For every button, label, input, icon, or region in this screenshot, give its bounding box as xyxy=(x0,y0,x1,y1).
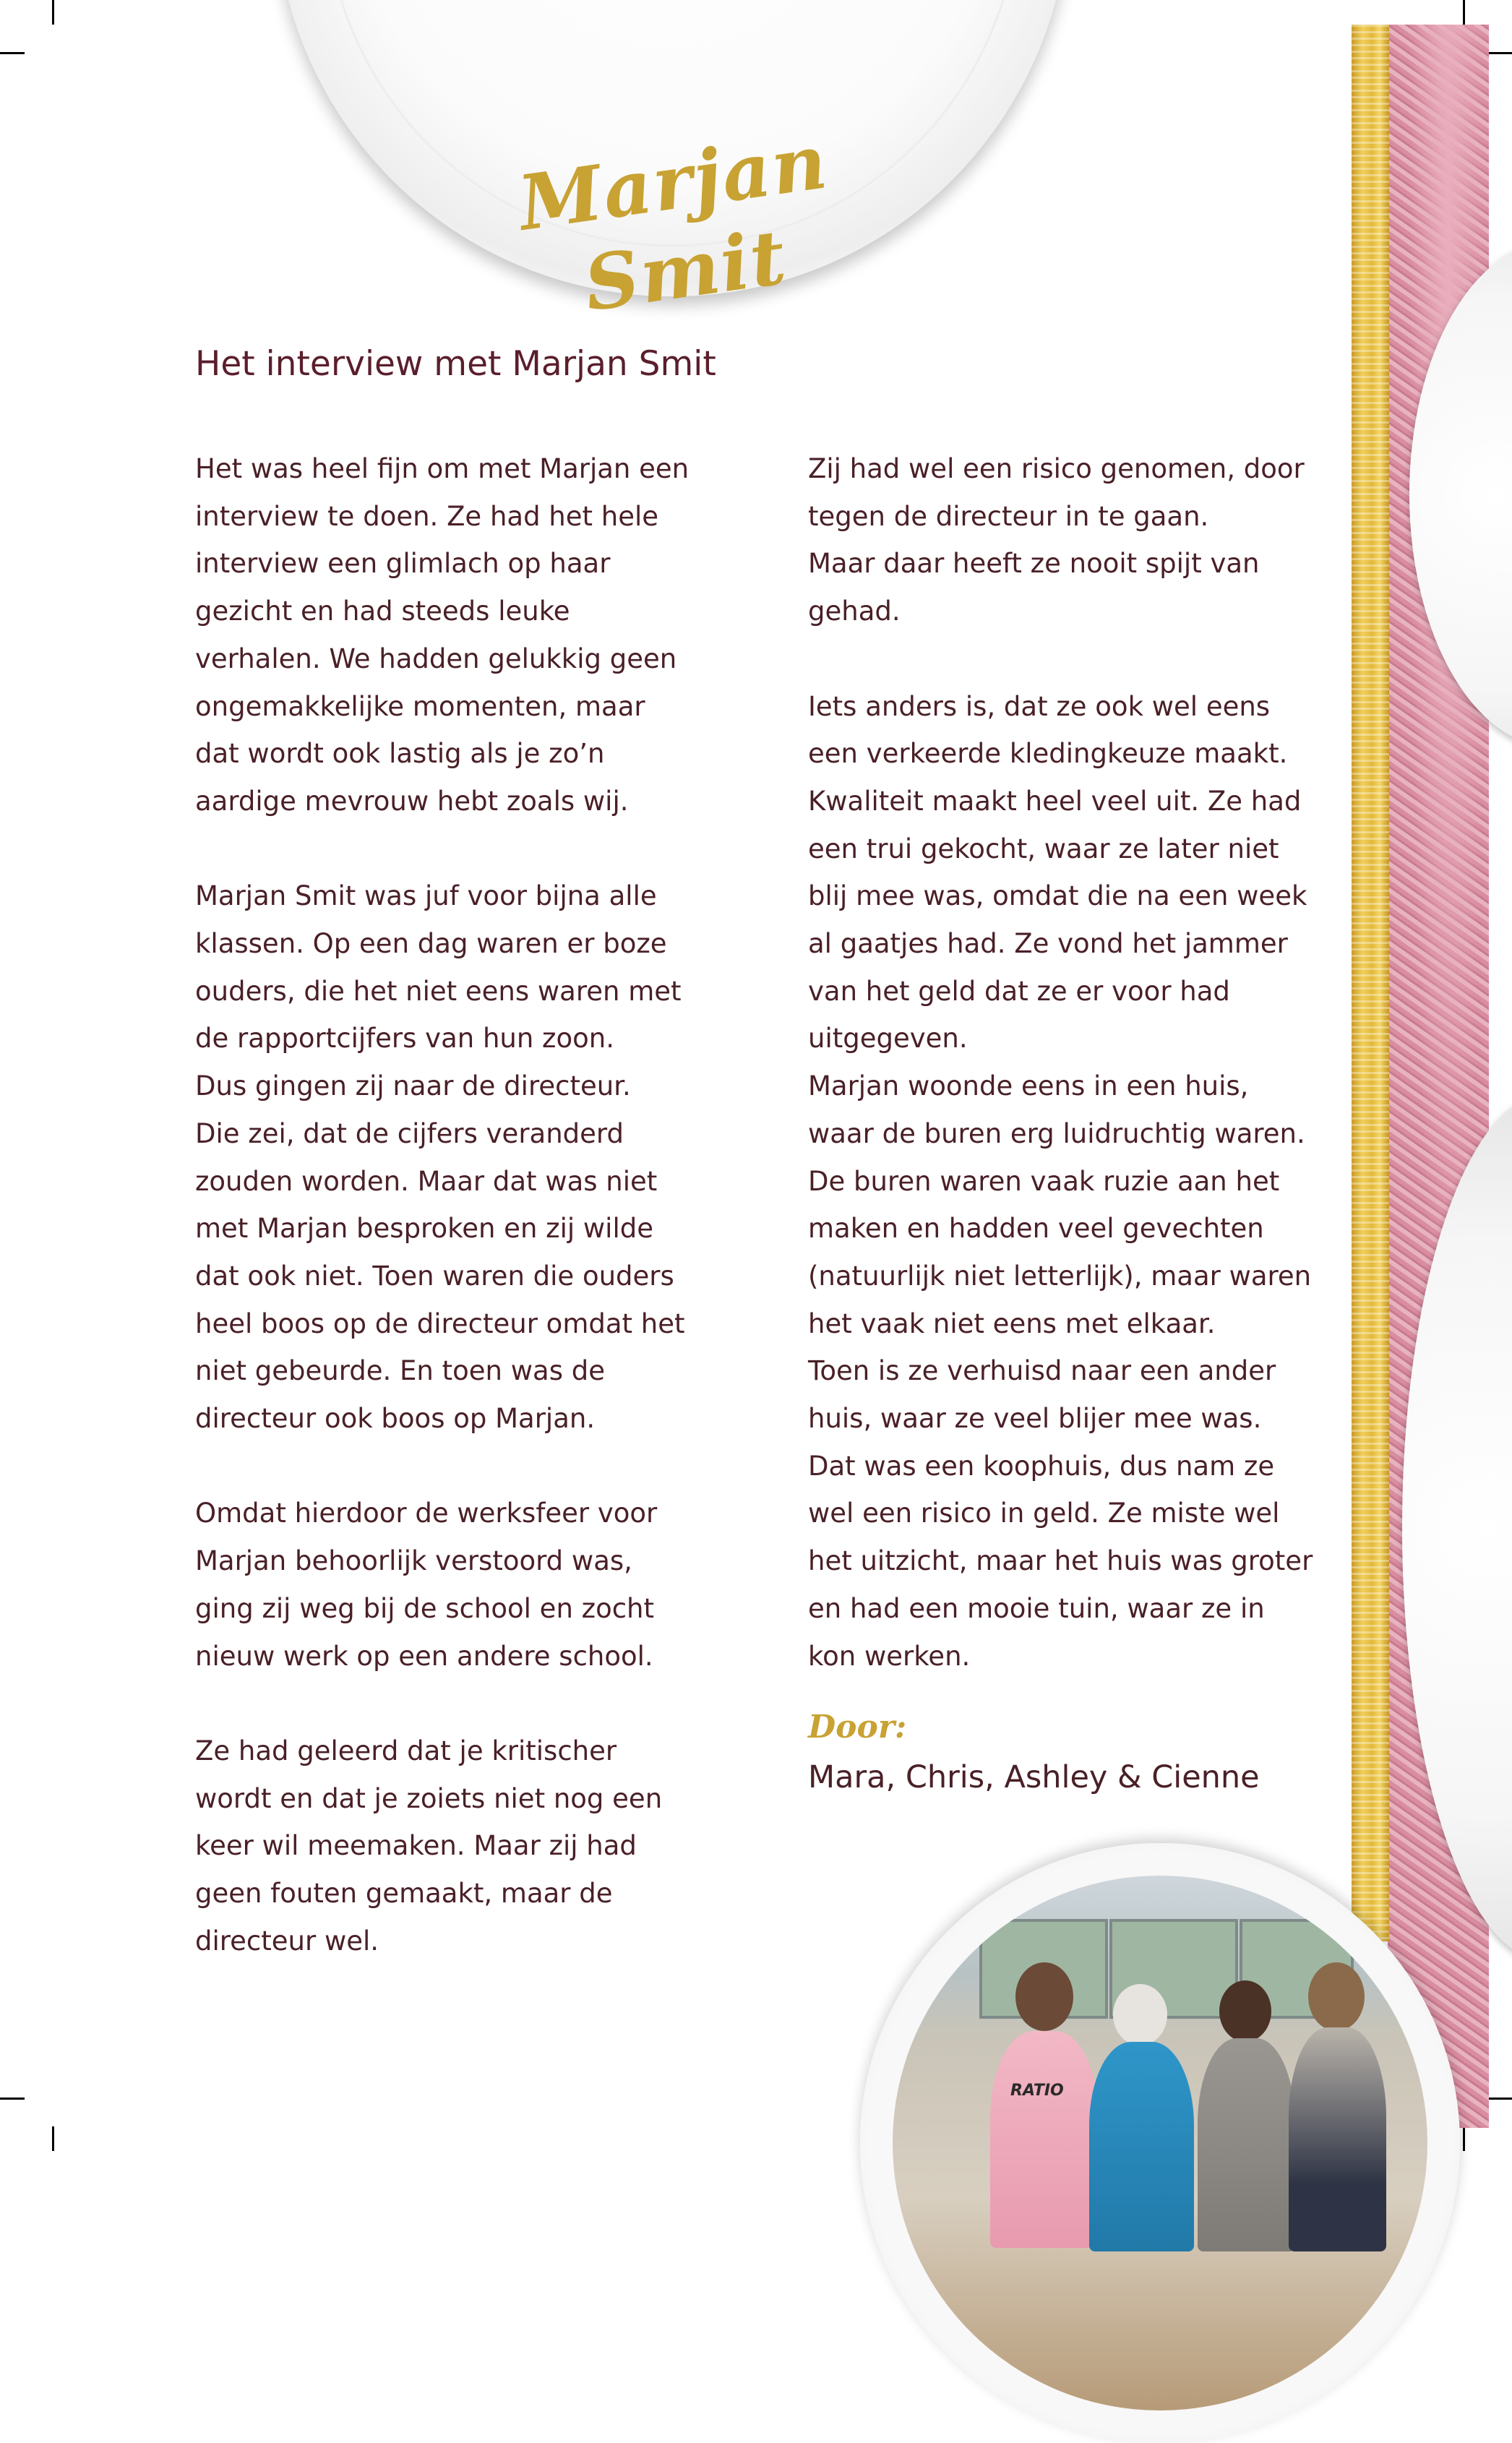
article-heading: Het interview met Marjan Smit xyxy=(195,344,716,384)
person-head xyxy=(1113,1984,1167,2045)
paragraph: Zij had wel een risico genomen, door tegen de directeur in te gaan. Maar daar heeft ze nooit spijt van gehad. xyxy=(808,453,1305,627)
person xyxy=(1198,2038,1295,2251)
crop-mark xyxy=(0,2098,25,2100)
person xyxy=(1289,2027,1386,2251)
byline-authors: Mara, Chris, Ashley & Cienne xyxy=(808,1759,1260,1795)
plate-edge-bottom xyxy=(1402,1094,1512,1962)
person-head xyxy=(1308,1962,1365,2031)
crop-mark xyxy=(52,2126,54,2151)
page-title: Marjan Smit xyxy=(513,116,833,329)
gold-strip xyxy=(1352,25,1389,1941)
photo-plate xyxy=(860,1843,1460,2443)
paragraph: Het was heel fijn om met Marjan een interview te doen. Ze had het hele interview een glimlach op haar gezicht en had steeds leuke verhalen. We hadden gelukkig geen ongemakkelijke momenten, maar dat wordt ook lastig als je zo’n aardige mevrouw hebt zoals wij. xyxy=(195,453,690,817)
crop-mark xyxy=(1487,52,1512,54)
paragraph: Omdat hierdoor de werksfeer voor Marjan behoorlijk verstoord was, ging zij weg bij de school en zocht nieuw werk op een andere school. xyxy=(195,1498,658,1672)
plate-edge-top xyxy=(1409,241,1512,747)
crop-mark xyxy=(0,52,25,54)
crop-mark xyxy=(1463,2126,1465,2151)
person xyxy=(1089,2042,1194,2251)
left-column xyxy=(195,445,716,2012)
person-head xyxy=(1015,1962,1073,2031)
group-photo xyxy=(893,1876,1427,2410)
crop-mark xyxy=(52,0,54,25)
paragraph: Ze had geleerd dat je kritischer wordt en dat je zoiets niet nog een keer wil meemaken. Maar zij had geen fouten gemaakt, maar de directeur wel. xyxy=(195,1735,663,1957)
pink-feather-background xyxy=(1388,25,1489,2128)
paragraph: Marjan Smit was juf voor bijna alle klassen. Op een dag waren er boze ouders, die het niet eens waren met de rapportcijfers van hun zoon. Dus gingen zij naar de directeur. Die zei, dat de cijfers veranderd zouden worden. Maar dat was niet met Marjan besproken en zij wilde dat ook niet. Toen waren die ouders heel boos op de directeur omdat het niet gebeurde. En toen was de directeur ook boos op Marjan. xyxy=(195,880,685,1435)
shirt-text: RATIO xyxy=(1010,2082,1064,2100)
crop-mark xyxy=(1463,0,1465,25)
right-column xyxy=(808,445,1328,1727)
byline-label: Door: xyxy=(808,1709,907,1746)
person-head xyxy=(1219,1980,1271,2042)
person xyxy=(990,2031,1099,2248)
paragraph: Iets anders is, dat ze ook wel eens een verkeerde kledingkeuze maakt. Kwaliteit maakt heel veel uit. Ze had een trui gekocht, waar ze later niet blij mee was, omdat die na een week al gaatjes had. Ze vond het jammer van het geld dat ze er voor had uitgegeven. Marjan woonde eens in een huis, waar de buren erg luidruchtig waren. De buren waren vaak ruzie aan het maken en hadden veel gevechten (natuurlijk niet letterlijk), maar waren het vaak niet eens met elkaar. Toen is ze verhuisd naar een ander huis, waar ze veel blijer mee was. Dat was een koophuis, dus nam ze wel een risico in geld. Ze miste wel het uitzicht, maar het huis was groter en had een mooie tuin, waar ze in kon werken. xyxy=(808,690,1313,1672)
crop-mark xyxy=(1487,2098,1512,2100)
